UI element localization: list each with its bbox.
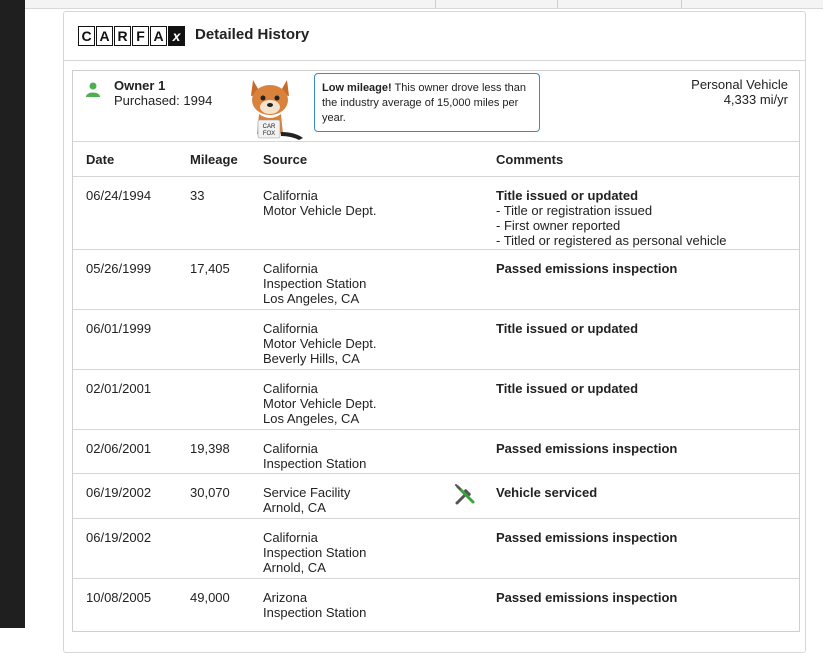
source-line: Service Facility	[263, 485, 351, 500]
callout-text: This owner drove less than the industry average of 15,000 miles per year.	[322, 82, 526, 124]
row-date: 06/01/1999	[86, 321, 152, 336]
source-line: Inspection Station	[263, 605, 367, 620]
comment-line: - Titled or registered as personal vehicle	[496, 233, 727, 248]
row-mileage: 19,398	[190, 441, 230, 456]
row-source	[263, 261, 366, 306]
callout-bold: Low mileage!	[322, 82, 392, 94]
previous-section-edge	[25, 0, 823, 9]
source-line: Inspection Station	[263, 545, 367, 560]
owner-history-box	[72, 70, 800, 632]
row-comments	[496, 590, 796, 605]
comment-heading: Title issued or updated	[496, 188, 639, 203]
row-comments	[496, 485, 796, 500]
row-mileage: 33	[190, 188, 205, 203]
row-source	[263, 381, 376, 426]
row-date: 02/06/2001	[86, 441, 152, 456]
source-line: Inspection Station	[263, 456, 367, 471]
source-line: Los Angeles, CA	[263, 411, 360, 426]
owner-name: Owner 1	[114, 78, 166, 93]
table-row	[73, 430, 799, 474]
row-comments	[496, 321, 796, 336]
source-line: Arnold, CA	[263, 560, 326, 575]
vehicle-type: Personal Vehicle	[691, 77, 788, 92]
row-comments	[496, 261, 796, 276]
header-comments: Comments	[496, 152, 564, 167]
source-line: Los Angeles, CA	[263, 291, 360, 306]
row-date: 06/19/2002	[86, 530, 152, 545]
comment-line: - First owner reported	[496, 218, 621, 233]
header-date: Date	[86, 152, 115, 167]
detailed-history-card	[63, 11, 806, 653]
source-line: Motor Vehicle Dept.	[263, 336, 377, 351]
comment-heading: Passed emissions inspection	[496, 530, 678, 545]
table-row	[73, 474, 799, 519]
comment-heading: Passed emissions inspection	[496, 261, 678, 276]
owner-summary	[73, 71, 799, 142]
table-row	[73, 370, 799, 430]
comment-heading: Passed emissions inspection	[496, 590, 678, 605]
svg-text:FOX: FOX	[262, 131, 276, 137]
source-line: California	[263, 381, 318, 396]
row-date: 06/24/1994	[86, 188, 152, 203]
table-header	[73, 142, 799, 177]
table-row	[73, 310, 799, 370]
row-mileage: 49,000	[190, 590, 230, 605]
source-line: Arnold, CA	[263, 500, 326, 515]
source-line: Beverly Hills, CA	[263, 351, 360, 366]
comment-line: - Title or registration issued	[496, 203, 653, 218]
header-source: Source	[263, 152, 308, 167]
source-line: California	[263, 441, 318, 456]
table-row	[73, 579, 799, 623]
source-line: Motor Vehicle Dept.	[263, 396, 377, 411]
low-mileage-callout	[314, 73, 540, 132]
row-date: 05/26/1999	[86, 261, 152, 276]
source-line: Arizona	[263, 590, 308, 605]
person-icon	[85, 81, 101, 97]
svg-text:CAR: CAR	[262, 124, 276, 130]
source-line: California	[263, 321, 318, 336]
row-comments	[496, 530, 796, 545]
source-line: California	[263, 188, 318, 203]
source-line: California	[263, 261, 318, 276]
row-comments	[496, 441, 796, 456]
carfox-mascot-icon	[245, 76, 307, 142]
row-source	[263, 441, 366, 471]
comment-heading: Title issued or updated	[496, 381, 639, 396]
wrench-screwdriver-icon	[454, 484, 476, 506]
owner-purchased: Purchased: 1994	[114, 93, 213, 108]
header-mileage: Mileage	[190, 152, 238, 167]
comment-heading: Vehicle serviced	[496, 485, 598, 500]
source-line: California	[263, 530, 318, 545]
card-header	[64, 12, 805, 61]
source-line: Inspection Station	[263, 276, 367, 291]
row-source	[263, 530, 366, 575]
row-source	[263, 188, 376, 218]
source-line: Motor Vehicle Dept.	[263, 203, 377, 218]
row-date: 02/01/2001	[86, 381, 152, 396]
row-date: 10/08/2005	[86, 590, 152, 605]
row-comments	[496, 381, 796, 396]
window-edge	[0, 0, 25, 628]
table-row	[73, 519, 799, 579]
row-comments	[496, 188, 796, 248]
comment-heading: Passed emissions inspection	[496, 441, 678, 456]
row-mileage: 17,405	[190, 261, 230, 276]
row-source	[263, 321, 376, 366]
row-source	[263, 590, 366, 620]
carfax-logo: C A R F A x	[78, 26, 186, 46]
miles-per-year: 4,333 mi/yr	[723, 92, 788, 107]
section-title: Detailed History	[195, 26, 310, 43]
comment-heading: Title issued or updated	[496, 321, 639, 336]
row-mileage: 30,070	[190, 485, 230, 500]
row-date: 06/19/2002	[86, 485, 152, 500]
table-row	[73, 177, 799, 250]
row-source	[263, 485, 350, 515]
table-row	[73, 250, 799, 310]
